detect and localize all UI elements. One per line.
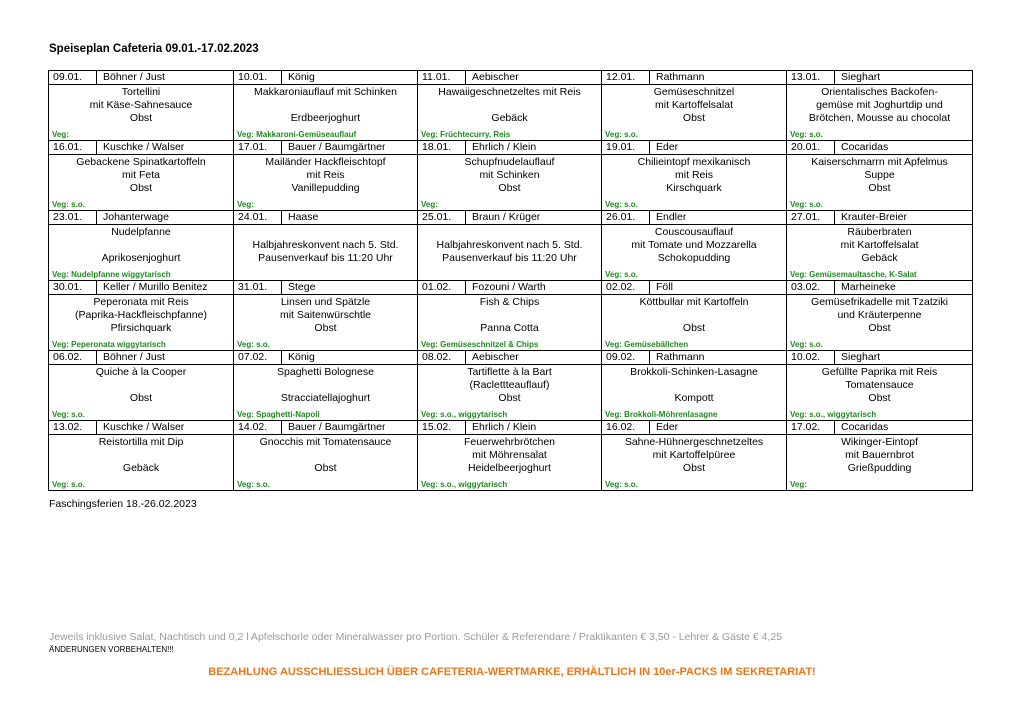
staff-names: Böhner / Just	[103, 71, 165, 83]
menu-line: mit Schinken	[479, 169, 540, 182]
menu-line: und Kräuterpenne	[837, 309, 922, 322]
menu-line: Makkaroniauflauf mit Schinken	[254, 86, 397, 98]
menu-line	[234, 449, 417, 462]
menu-line	[49, 239, 233, 252]
menu-line: Tortellini	[121, 86, 161, 98]
day-header	[787, 281, 973, 295]
menu-line: mit Käse-Sahnesauce	[89, 99, 193, 112]
day-header	[234, 351, 418, 365]
day-header	[418, 141, 602, 155]
day-menu-cell	[418, 155, 602, 211]
menu-line: Heidelbeerjoghurt	[468, 462, 551, 475]
day-menu-cell	[418, 295, 602, 351]
day-header	[602, 141, 787, 155]
staff-names: Braun / Krüger	[472, 211, 541, 223]
menu-lines	[602, 365, 786, 406]
menu-line: mit Tomate und Mozzarella	[631, 239, 757, 252]
menu-line: Brokkoli-Schinken-Lasagne	[630, 366, 758, 378]
day-date: 09.01.	[49, 71, 97, 84]
menu-line: Obst	[868, 322, 891, 335]
day-menu-cell	[49, 365, 234, 421]
menu-lines	[787, 365, 972, 406]
staff-names: Ehrlich / Klein	[472, 141, 537, 153]
menu-line: Orientalisches Backofen-	[821, 86, 938, 98]
week-menu-row	[49, 365, 973, 421]
staff-names: König	[288, 351, 315, 363]
menu-line: Schupfnudelauflauf	[464, 156, 555, 168]
menu-line: Gefüllte Paprika mit Reis	[821, 366, 938, 378]
menu-line: Feuerwehrbrötchen	[463, 436, 556, 448]
menu-line: Brötchen, Mousse au chocolat	[808, 112, 951, 125]
day-menu-cell	[602, 155, 787, 211]
staff-names: Sieghart	[841, 351, 881, 363]
day-header	[602, 351, 787, 365]
vegetarian-option: Veg: s.o.	[52, 480, 85, 489]
day-header	[418, 281, 602, 295]
vegetarian-option: Veg: s.o.	[237, 340, 270, 349]
week-menu-row	[49, 435, 973, 491]
menu-line: Reistortilla mit Dip	[98, 436, 184, 448]
staff-names: Marheineke	[841, 281, 896, 293]
menu-line: Obst	[682, 112, 706, 125]
vegetarian-option: Veg: s.o.	[790, 130, 823, 139]
menu-line: (Paprika-Hackfleischpfanne)	[75, 309, 207, 322]
menu-line: Gebäck	[122, 462, 160, 475]
day-menu-cell	[602, 225, 787, 281]
menu-line: mit Feta	[122, 169, 160, 182]
menu-line: Pfirsichquark	[110, 322, 172, 335]
menu-line: Kompott	[674, 392, 714, 405]
vegetarian-option: Veg: Gemüsebällchen	[605, 340, 689, 349]
staff-names: Fozouni / Warth	[472, 281, 546, 293]
menu-line: Spaghetti Bolognese	[277, 366, 374, 378]
day-date: 11.01.	[418, 71, 466, 84]
day-menu-cell	[49, 435, 234, 491]
staff-names: Eder	[656, 421, 679, 433]
day-date: 02.02.	[602, 281, 650, 294]
menu-line	[418, 226, 601, 239]
menu-line: Obst	[682, 462, 706, 475]
menu-line: mit Bauernbrot	[845, 449, 914, 462]
menu-line: Obst	[129, 392, 153, 405]
day-date: 16.01.	[49, 141, 97, 154]
menu-line: Obst	[682, 322, 706, 335]
vegetarian-option: Veg: Brokkoli-Möhrenlasagne	[605, 410, 718, 419]
day-date: 07.02.	[234, 351, 282, 364]
day-menu-cell	[418, 365, 602, 421]
day-header	[602, 211, 787, 225]
menu-line: Gnocchis mit Tomatensauce	[259, 436, 392, 448]
menu-line: Kirschquark	[666, 182, 722, 195]
day-menu-cell	[418, 225, 602, 281]
vegetarian-option: Veg: s.o.	[605, 480, 638, 489]
changes-notice: ÄNDERUNGEN VORBEHALTEN!!!	[49, 645, 174, 654]
staff-names: Endler	[656, 211, 687, 223]
day-menu-cell	[49, 155, 234, 211]
menu-line: Halbjahreskonvent nach 5. Std.	[252, 239, 399, 252]
week-header-row	[49, 281, 973, 295]
day-menu-cell	[787, 155, 973, 211]
menu-line: Gebäck	[861, 252, 898, 265]
menu-line: Obst	[498, 392, 521, 405]
menu-line: Wikinger-Eintopf	[840, 436, 919, 448]
day-date: 10.02.	[787, 351, 835, 364]
day-menu-cell	[234, 85, 418, 141]
menu-line: Mailänder Hackfleischtopf	[265, 156, 386, 168]
day-menu-cell	[418, 435, 602, 491]
menu-line: Peperonata mit Reis	[93, 296, 189, 308]
day-header	[787, 71, 973, 85]
vegetarian-option: Veg: s.o.	[237, 480, 270, 489]
staff-names: Kuschke / Walser	[103, 421, 185, 433]
day-menu-cell	[602, 435, 787, 491]
day-header	[49, 281, 234, 295]
week-menu-row	[49, 85, 973, 141]
staff-names: Bauer / Baumgärtner	[288, 421, 386, 433]
menu-line: Obst	[868, 392, 891, 405]
staff-names: Aebischer	[472, 71, 519, 83]
menu-line: Obst	[129, 112, 153, 125]
day-date: 15.02.	[418, 421, 466, 434]
menu-lines	[602, 435, 786, 476]
day-menu-cell	[49, 85, 234, 141]
day-header	[787, 141, 973, 155]
menu-lines	[418, 295, 601, 336]
page-title: Speiseplan Cafeteria 09.01.-17.02.2023	[49, 43, 259, 55]
day-header	[234, 281, 418, 295]
day-header	[49, 211, 234, 225]
staff-names: Cocaridas	[841, 421, 889, 433]
day-header	[418, 211, 602, 225]
menu-lines	[234, 155, 417, 196]
day-menu-cell	[787, 435, 973, 491]
menu-line: Aprikosenjoghurt	[101, 252, 181, 265]
day-date: 17.02.	[787, 421, 835, 434]
vegetarian-option: Veg: Gemüseschnitzel & Chips	[421, 340, 539, 349]
vegetarian-option: Veg: s.o.	[790, 200, 823, 209]
day-menu-cell	[787, 85, 973, 141]
menu-line: mit Möhrensalat	[472, 449, 547, 462]
day-header	[602, 421, 787, 435]
menu-line: Obst	[498, 182, 521, 195]
menu-line: Suppe	[864, 169, 895, 182]
menu-line: Quiche à la Cooper	[95, 366, 187, 378]
menu-line: Nudelpfanne	[111, 226, 171, 238]
menu-lines	[787, 435, 972, 476]
menu-line: mit Saitenwürschtle	[279, 309, 372, 322]
menu-line: Couscousauflauf	[654, 226, 734, 238]
staff-names: Eder	[656, 141, 679, 153]
menu-line	[234, 226, 417, 239]
day-header	[234, 211, 418, 225]
staff-names: Aebischer	[472, 351, 519, 363]
day-header	[787, 351, 973, 365]
menu-line: Chilieintopf mexikanisch	[637, 156, 751, 168]
menu-line: (Raclettteauflauf)	[469, 379, 550, 392]
menu-lines	[787, 155, 972, 196]
day-date: 03.02.	[787, 281, 835, 294]
day-date: 13.02.	[49, 421, 97, 434]
menu-line	[418, 99, 601, 112]
menu-line: Pausenverkauf bis 11:20 Uhr	[258, 252, 393, 265]
vegetarian-option: Veg: Gemüsemaultasche, K-Salat	[790, 270, 917, 279]
day-menu-cell	[602, 365, 787, 421]
staff-names: Kuschke / Walser	[103, 141, 185, 153]
staff-names: Sieghart	[841, 71, 881, 83]
vegetarian-option: Veg: s.o.	[52, 200, 85, 209]
menu-lines	[602, 295, 786, 336]
day-menu-cell	[787, 225, 973, 281]
menu-lines	[49, 365, 233, 406]
menu-line: Sahne-Hühnergeschnetzeltes	[624, 436, 764, 448]
menu-lines	[602, 225, 786, 266]
menu-line: Gemüsefrikadelle mit Tzatziki	[811, 296, 948, 308]
staff-names: Krauter-Breier	[841, 211, 907, 223]
menu-line: Tartiflette à la Bart	[467, 366, 552, 378]
menu-line: Obst	[129, 182, 153, 195]
day-date: 01.02.	[418, 281, 466, 294]
day-header	[234, 421, 418, 435]
day-header	[602, 71, 787, 85]
menu-line: Grießpudding	[847, 462, 912, 475]
staff-names: Stege	[288, 281, 316, 293]
menu-line: Obst	[868, 182, 891, 195]
day-date: 25.01.	[418, 211, 466, 224]
menu-line: Gemüseschnitzel	[653, 86, 735, 98]
day-menu-cell	[234, 155, 418, 211]
vegetarian-option: Veg: Spaghetti-Napoli	[237, 410, 320, 419]
day-header	[418, 71, 602, 85]
menu-lines	[234, 295, 417, 336]
day-date: 24.01.	[234, 211, 282, 224]
day-header	[49, 71, 234, 85]
day-date: 23.01.	[49, 211, 97, 224]
menu-lines	[234, 225, 417, 266]
day-date: 10.01.	[234, 71, 282, 84]
menu-line: Gebäck	[491, 112, 528, 125]
menu-line: Köttbullar mit Kartoffeln	[639, 296, 749, 308]
menu-line: Gebackene Spinatkartoffeln	[76, 156, 206, 168]
menu-line: Erdbeerjoghurt	[290, 112, 361, 125]
menu-lines	[49, 85, 233, 126]
vegetarian-option: Veg: s.o.	[605, 130, 638, 139]
menu-lines	[234, 85, 417, 126]
day-date: 08.02.	[418, 351, 466, 364]
day-header	[49, 421, 234, 435]
week-header-row	[49, 71, 973, 85]
day-menu-cell	[234, 295, 418, 351]
menu-lines	[418, 225, 601, 266]
day-header	[418, 421, 602, 435]
menu-line: Fish & Chips	[479, 296, 540, 308]
vegetarian-option: Veg: s.o., wiggytarisch	[421, 480, 508, 489]
menu-line	[602, 309, 786, 322]
day-date: 19.01.	[602, 141, 650, 154]
day-header	[787, 211, 973, 225]
menu-line: Stracciatellajoghurt	[280, 392, 371, 405]
day-date: 27.01.	[787, 211, 835, 224]
menu-lines	[234, 435, 417, 476]
week-header-row	[49, 421, 973, 435]
menu-line	[234, 99, 417, 112]
menu-line	[602, 379, 786, 392]
staff-names: Haase	[288, 211, 319, 223]
day-header	[787, 421, 973, 435]
staff-names: Böhner / Just	[103, 351, 165, 363]
day-menu-cell	[49, 295, 234, 351]
menu-line: gemüse mit Joghurtdip und	[816, 99, 943, 112]
menu-lines	[418, 365, 601, 406]
menu-line: mit Reis	[306, 169, 345, 182]
week-menu-row	[49, 295, 973, 351]
vegetarian-option: Veg:	[52, 130, 69, 139]
staff-names: Cocaridas	[841, 141, 889, 153]
day-header	[49, 141, 234, 155]
menu-line: Tomatensauce	[845, 379, 914, 392]
day-date: 12.01.	[602, 71, 650, 84]
week-menu-row	[49, 155, 973, 211]
day-header	[234, 141, 418, 155]
price-info: Jeweils inklusive Salat, Nachtisch und 0,2 l Apfelschorle oder Mineralwasser pro Portion. Schüler & Referendare / Praktikanten € 3,50 - Lehrer & Gäste € 4,25	[49, 631, 783, 643]
day-date: 14.02.	[234, 421, 282, 434]
staff-names: Bauer / Baumgärtner	[288, 141, 386, 153]
vegetarian-option: Veg:	[237, 200, 254, 209]
day-header	[418, 351, 602, 365]
staff-names: Rathmann	[656, 351, 705, 363]
menu-line: Schokopudding	[657, 252, 731, 265]
vegetarian-option: Veg: Früchtecurry, Reis	[421, 130, 511, 139]
day-menu-cell	[787, 365, 973, 421]
day-header	[49, 351, 234, 365]
vegetarian-option: Veg: Peperonata wiggytarisch	[52, 340, 166, 349]
day-date: 26.01.	[602, 211, 650, 224]
staff-names: Rathmann	[656, 71, 705, 83]
payment-notice: BEZAHLUNG AUSSCHLIESSLICH ÜBER CAFETERIA-WERTMARKE, ERHÄLTLICH IN 10er-PACKS IM SEKRETARIAT!	[208, 666, 816, 678]
day-date: 31.01.	[234, 281, 282, 294]
day-menu-cell	[787, 295, 973, 351]
menu-line: mit Kartoffelsalat	[840, 239, 919, 252]
day-date: 18.01.	[418, 141, 466, 154]
day-date: 13.01.	[787, 71, 835, 84]
menu-lines	[418, 435, 601, 476]
menu-line	[49, 379, 233, 392]
day-menu-cell	[602, 85, 787, 141]
day-menu-cell	[49, 225, 234, 281]
day-date: 16.02.	[602, 421, 650, 434]
day-date: 17.01.	[234, 141, 282, 154]
menu-lines	[418, 155, 601, 196]
staff-names: Johanterwage	[103, 211, 169, 223]
menu-lines	[602, 85, 786, 126]
vegetarian-option: Veg: Nudelpfanne wiggytarisch	[52, 270, 171, 279]
menu-line	[418, 309, 601, 322]
menu-lines	[602, 155, 786, 196]
day-date: 06.02.	[49, 351, 97, 364]
menu-table	[48, 70, 973, 491]
vegetarian-option: Veg: Makkaroni-Gemüseauflauf	[237, 130, 357, 139]
holiday-note: Faschingsferien 18.-26.02.2023	[49, 498, 197, 510]
day-header	[234, 71, 418, 85]
day-menu-cell	[234, 365, 418, 421]
menu-line	[49, 449, 233, 462]
staff-names: König	[288, 71, 315, 83]
menu-lines	[49, 435, 233, 476]
menu-line: Linsen und Spätzle	[280, 296, 371, 308]
week-header-row	[49, 141, 973, 155]
week-header-row	[49, 351, 973, 365]
menu-line: Obst	[314, 322, 337, 335]
menu-lines	[787, 85, 972, 126]
vegetarian-option: Veg:	[790, 480, 807, 489]
week-header-row	[49, 211, 973, 225]
vegetarian-option: Veg: s.o., wiggytarisch	[790, 410, 877, 419]
menu-line: Kaiserschmarrn mit Apfelmus	[811, 156, 948, 168]
menu-lines	[49, 155, 233, 196]
week-menu-row	[49, 225, 973, 281]
day-date: 09.02.	[602, 351, 650, 364]
day-date: 30.01.	[49, 281, 97, 294]
staff-names: Föll	[656, 281, 673, 293]
menu-lines	[787, 225, 972, 266]
vegetarian-option: Veg:	[421, 200, 438, 209]
menu-line: Hawaiigeschnetzeltes mit Reis	[438, 86, 581, 98]
menu-line: Halbjahreskonvent nach 5. Std.	[436, 239, 583, 252]
menu-line: mit Kartoffelpüree	[652, 449, 736, 462]
day-date: 20.01.	[787, 141, 835, 154]
menu-lines	[787, 295, 972, 336]
menu-lines	[49, 295, 233, 336]
menu-line: Räuberbraten	[847, 226, 912, 238]
vegetarian-option: Veg: s.o.	[605, 200, 638, 209]
vegetarian-option: Veg: s.o., wiggytarisch	[421, 410, 508, 419]
vegetarian-option: Veg: s.o.	[790, 340, 823, 349]
day-menu-cell	[234, 225, 418, 281]
menu-lines	[49, 225, 233, 266]
menu-line: Pausenverkauf bis 11:20 Uhr	[442, 252, 577, 265]
day-menu-cell	[602, 295, 787, 351]
menu-line: Panna Cotta	[480, 322, 539, 335]
day-menu-cell	[234, 435, 418, 491]
staff-names: Ehrlich / Klein	[472, 421, 537, 433]
menu-lines	[234, 365, 417, 406]
staff-names: Keller / Murillo Benitez	[103, 281, 208, 293]
vegetarian-option: Veg: s.o.	[52, 410, 85, 419]
menu-line	[234, 379, 417, 392]
menu-lines	[418, 85, 601, 126]
vegetarian-option: Veg: s.o.	[605, 270, 638, 279]
menu-line: Obst	[314, 462, 337, 475]
menu-line: Vanillepudding	[291, 182, 360, 195]
day-header	[602, 281, 787, 295]
day-menu-cell	[418, 85, 602, 141]
menu-line: mit Reis	[675, 169, 713, 182]
menu-line: mit Kartoffelsalat	[654, 99, 733, 112]
